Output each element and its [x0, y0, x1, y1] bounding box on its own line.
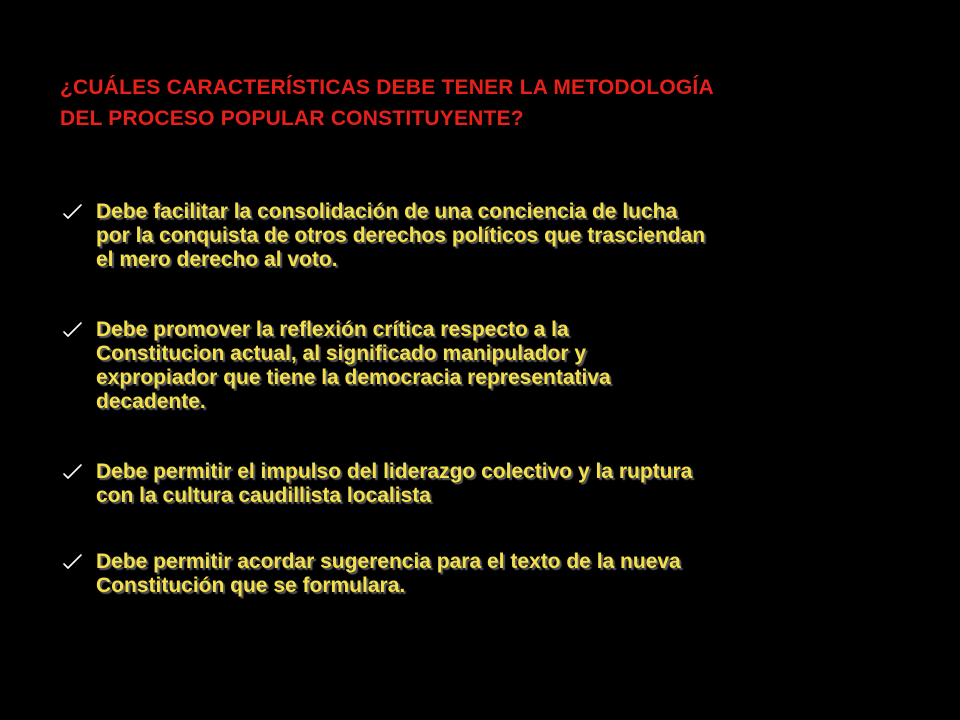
bullet-item: [62, 318, 611, 414]
checkmark-icon: [62, 553, 84, 571]
bullet-text-line: con la cultura caudillista localista: [96, 484, 431, 507]
slide-title-line-2: DEL PROCESO POPULAR CONSTITUYENTE?: [60, 107, 524, 130]
bullet-text-line: por la conquista de otros derechos políticos que trasciendan: [96, 224, 706, 247]
bullet-text-line: Debe facilitar la consolidación de una conciencia de lucha: [96, 200, 678, 223]
slide-title-line-1: ¿CUÁLES CARACTERÍSTICAS DEBE TENER LA METODOLOGÍA: [60, 76, 714, 99]
bullet-text-line: Debe permitir acordar sugerencia para el texto de la nueva: [96, 550, 681, 573]
slide-title: [60, 72, 920, 134]
bullet-item: [62, 460, 692, 508]
bullet-item: [62, 200, 705, 272]
bullet-item: [62, 550, 681, 598]
bullet-text-line: Constitucion actual, al significado manipulador y: [96, 342, 587, 365]
checkmark-icon: [62, 463, 84, 481]
bullet-text-line: Debe promover la reflexión crítica respecto a la: [96, 318, 569, 341]
bullet-text-line: Constitución que se formulara.: [96, 574, 406, 597]
bullet-text-line: expropiador que tiene la democracia representativa: [96, 366, 611, 389]
bullet-text-line: decadente.: [96, 390, 206, 413]
bullet-text-line: Debe permitir el impulso del liderazgo colectivo y la ruptura: [96, 460, 693, 483]
bullet-text-line: el mero derecho al voto.: [96, 248, 338, 271]
checkmark-icon: [62, 321, 84, 339]
checkmark-icon: [62, 203, 84, 221]
